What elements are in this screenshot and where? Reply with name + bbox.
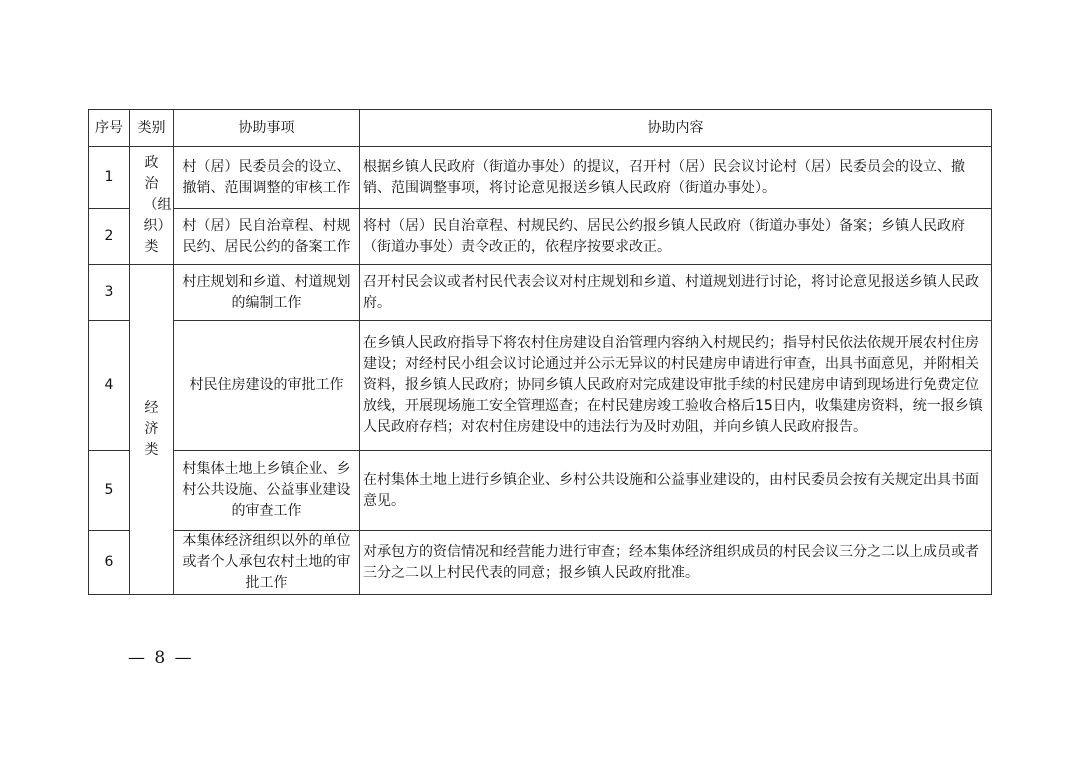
category-cell-political (130, 147, 174, 265)
row-item: 村民住房建设的审批工作 (174, 321, 360, 451)
row-item: 村庄规划和乡道、村道规划的编制工作 (174, 265, 360, 321)
row-content: 将村（居）民自治章程、村规民约、居民公约报乡镇人民政府（街道办事处）备案；乡镇人民政府（街道办事处）责令改正的，依程序按要求改正。 (360, 209, 992, 265)
row-content: 在乡镇人民政府指导下将农村住房建设自治管理内容纳入村规民约；指导村民依法依规开展农村住房建设；对经村民小组会议讨论通过并公示无异议的村民建房申请进行审查，出具书面意见，并附相关资料，报乡镇人民政府；协同乡镇人民政府对完成建设审批手续的村民建房申请到现场进行免费定位放线，开展现场施工安全管理巡查；在村民建房竣工验收合格后15日内，收集建房资料，统一报乡镇人民政府存档；对农村住房建设中的违法行为及时劝阻，并向乡镇人民政府报告。 (360, 321, 992, 451)
row-content: 召开村民会议或者村民代表会议对村庄规划和乡道、村道规划进行讨论，将讨论意见报送乡镇人民政府。 (360, 265, 992, 321)
page-number: — 8 — (128, 648, 194, 668)
row-item: 本集体经济组织以外的单位或者个人承包农村土地的审批工作 (174, 531, 360, 595)
row-seq: 3 (89, 265, 130, 321)
header-item: 协助事项 (174, 110, 360, 147)
table-header-row (89, 110, 992, 147)
table-row (89, 321, 992, 451)
table-row (89, 451, 992, 531)
table-row (89, 265, 992, 321)
category-cell-economic (130, 265, 174, 595)
category-economic: 经济类 (144, 400, 159, 458)
table-row (89, 209, 992, 265)
row-seq: 6 (89, 531, 130, 595)
row-content: 在村集体土地上进行乡镇企业、乡村公共设施和公益事业建设的，由村民委员会按有关规定出具书面意见。 (360, 451, 992, 531)
table-row (89, 147, 992, 209)
category-political: 政治（组织）类 (143, 155, 172, 255)
row-content: 根据乡镇人民政府（街道办事处）的提议，召开村（居）民会议讨论村（居）民委员会的设立、撤销、范围调整事项，将讨论意见报送乡镇人民政府（街道办事处）。 (360, 147, 992, 209)
row-item: 村集体土地上乡镇企业、乡村公共设施、公益事业建设的审查工作 (174, 451, 360, 531)
row-seq: 2 (89, 209, 130, 265)
row-seq: 4 (89, 321, 130, 451)
row-item: 村（居）民委员会的设立、撤销、范围调整的审核工作 (174, 147, 360, 209)
assistance-items-table (88, 109, 992, 595)
header-category: 类别 (130, 110, 174, 147)
row-content: 对承包方的资信情况和经营能力进行审查；经本集体经济组织成员的村民会议三分之二以上成员或者三分之二以上村民代表的同意；报乡镇人民政府批准。 (360, 531, 992, 595)
row-seq: 5 (89, 451, 130, 531)
row-seq: 1 (89, 147, 130, 209)
table-row (89, 531, 992, 595)
header-content: 协助内容 (360, 110, 992, 147)
row-item: 村（居）民自治章程、村规民约、居民公约的备案工作 (174, 209, 360, 265)
header-seq: 序号 (89, 110, 130, 147)
